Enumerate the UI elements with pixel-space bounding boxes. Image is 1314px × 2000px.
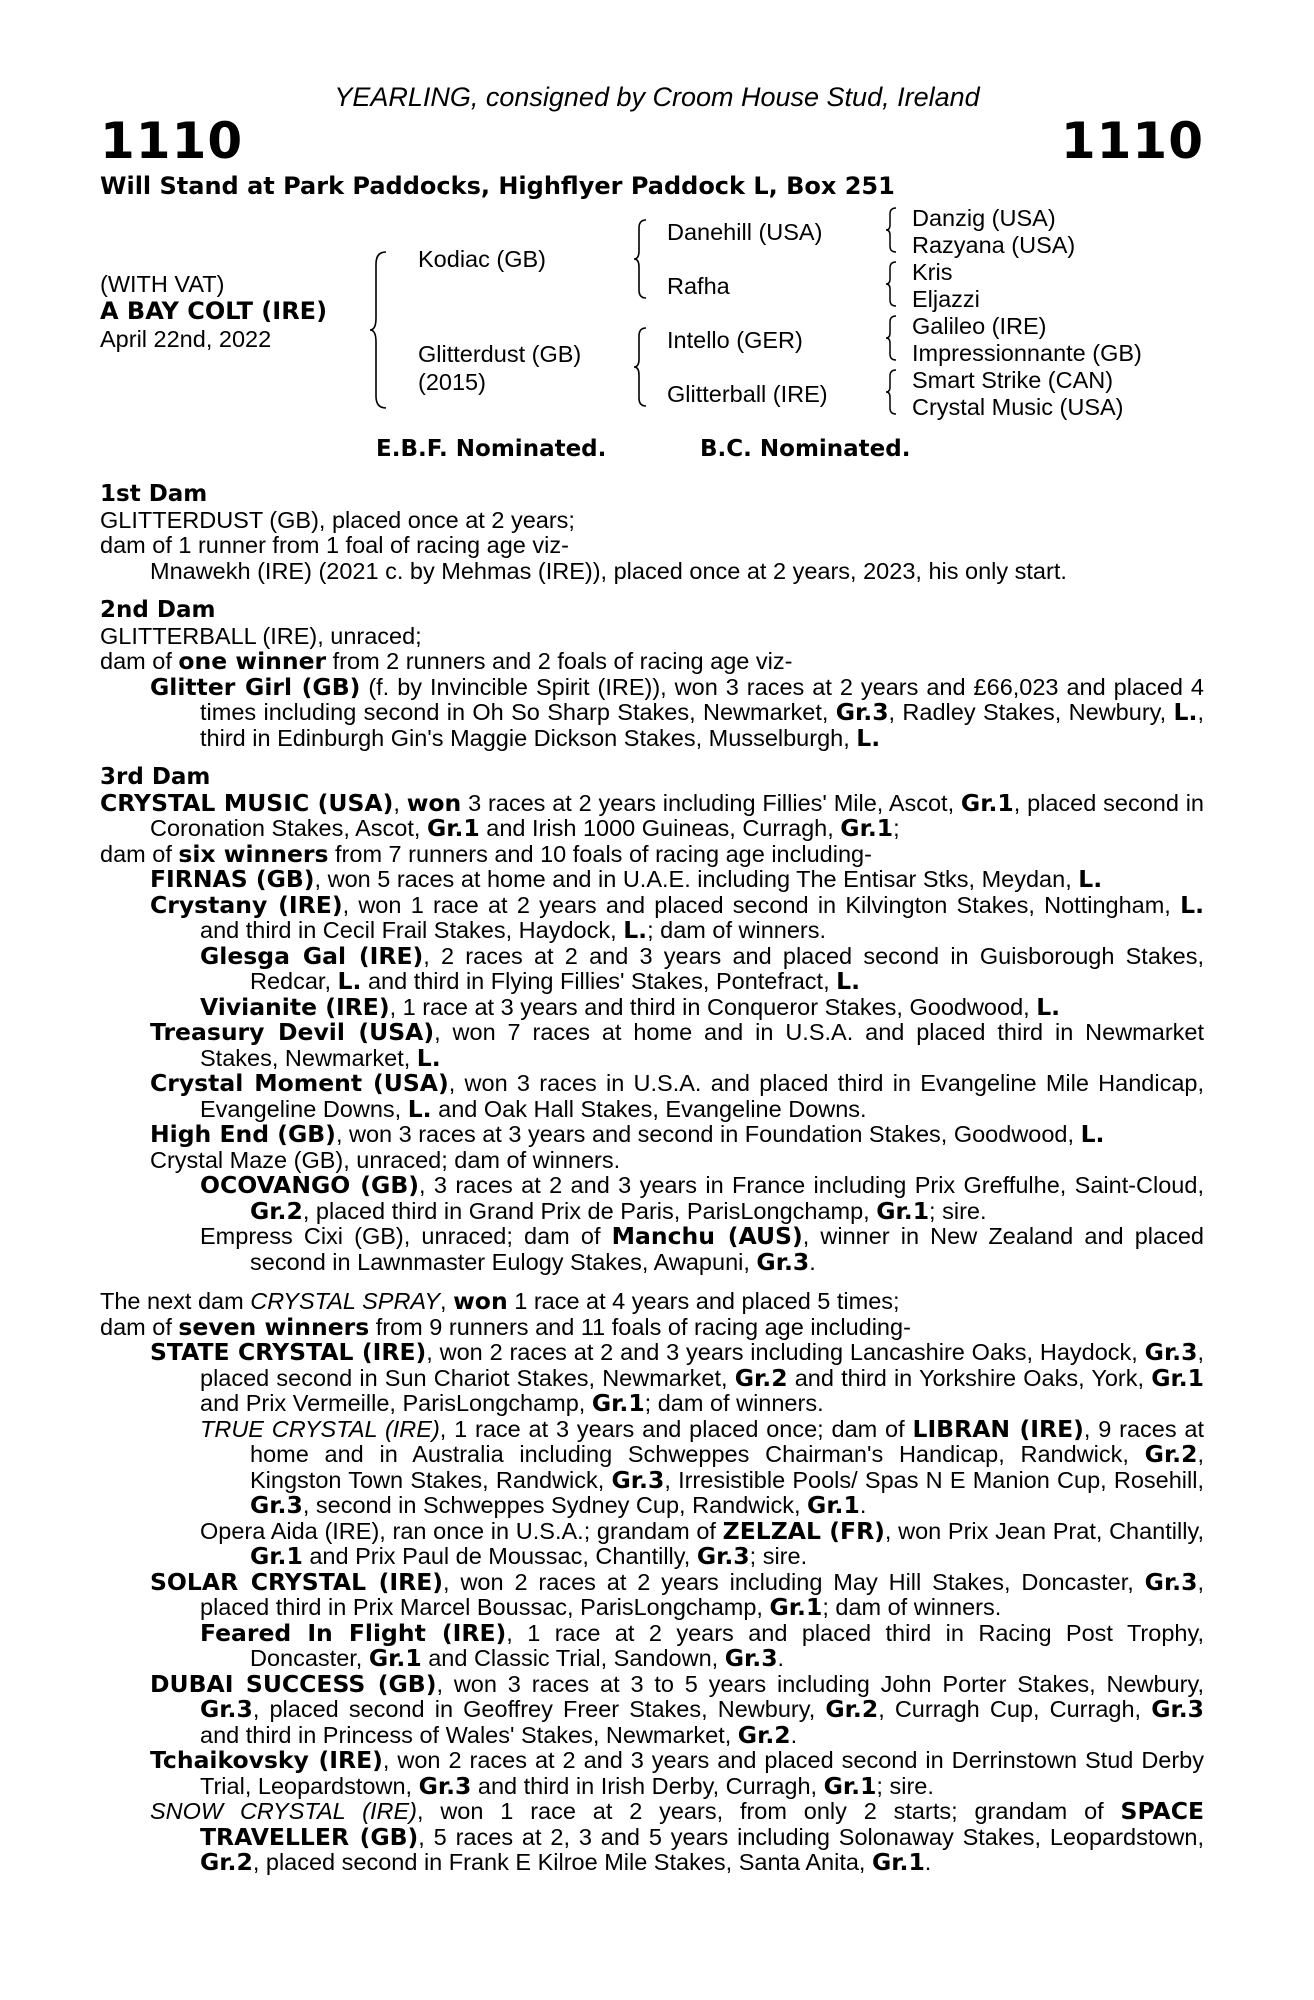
third-dam-heading: 3rd Dam (100, 764, 211, 790)
entry-glesga-gal: Glesga Gal (IRE), 2 races at 2 and 3 years and placed second in Guisborough Stakes, Redcar, L. and third in Flying Fillies' Stakes, Pontefract, L. (200, 941, 1204, 995)
vat-note: (WITH VAT) (100, 271, 225, 297)
sire-sire: Danehill (USA) (667, 219, 823, 245)
consignment-line: YEARLING, consigned by Croom House Stud, Ireland (334, 82, 980, 112)
bracket-g3 (884, 314, 898, 362)
third-dam-line: CRYSTAL MUSIC (USA), won 3 races at 2 years including Fillies' Mile, Ascot, Gr.1, placed second in Coronation Stakes, Ascot, Gr.1 and Irish 1000 Guineas, Curragh, Gr.1; (100, 788, 1204, 842)
foaling-date: April 22nd, 2022 (100, 326, 272, 352)
bracket-g2 (884, 260, 898, 308)
lot-number-left: 1110 (100, 112, 244, 170)
entry-treasury-devil: Treasury Devil (USA), won 7 races at home and in U.S.A. and placed third in Newmarket Stakes, Newmarket, L. (150, 1018, 1204, 1072)
sire-dam: Rafha (667, 273, 730, 299)
next-dam-produce: dam of seven winners from 9 runners and 11 foals of racing age including- (100, 1312, 911, 1341)
dam-dam: Glitterball (IRE) (667, 381, 828, 407)
first-dam-heading: 1st Dam (100, 481, 208, 507)
second-dam-line: GLITTERBALL (IRE), unraced; (100, 622, 422, 649)
entry-feared-in-flight: Feared In Flight (IRE), 1 race at 2 years and placed third in Racing Post Trophy, Doncaster, Gr.1 and Classic Trial, Sandown, Gr.3. (200, 1618, 1205, 1672)
catalogue-body (100, 482, 1204, 1876)
entry-ocovango: OCOVANGO (GB), 3 races at 2 and 3 years in France including Prix Greffulhe, Saint-Cloud, Gr.2, placed third in Grand Prix de Paris, ParisLongchamp, Gr.1; sire. (200, 1171, 1204, 1225)
entry-opera-aida: Opera Aida (IRE), ran once in U.S.A.; grandam of ZELZAL (FR), won Prix Jean Prat, Chantilly, Gr.1 and Prix Paul de Moussac, Chantilly, Gr.3; sire. (200, 1516, 1204, 1570)
gg-5: Galileo (IRE) (912, 313, 1047, 339)
gg-7: Smart Strike (CAN) (912, 367, 1114, 393)
second-dam-produce: dam of one winner from 2 runners and 2 foals of racing age viz- (100, 647, 793, 675)
gg-6: Impressionnante (GB) (912, 340, 1142, 366)
dam-name: Glitterdust (GB) (418, 341, 582, 367)
entry-state-crystal: STATE CRYSTAL (IRE), won 2 races at 2 and 3 years including Lancashire Oaks, Haydock, Gr.3, placed second in Sun Chariot Stakes, Newmarket, Gr.2 and third in Yorkshire Oaks, York, Gr.1 and Prix Vermeille, ParisLongchamp, Gr.1; dam of winners. (150, 1338, 1204, 1417)
lot-number-right: 1110 (1060, 112, 1204, 170)
entry-vivianite: Vivianite (IRE), 1 race at 3 years and third in Conqueror Stakes, Goodwood, L. (200, 992, 1061, 1021)
bracket-dam (632, 326, 648, 408)
entry-crystal-maze: Crystal Maze (GB), unraced; dam of winners. (150, 1146, 621, 1173)
sire-name: Kodiac (GB) (418, 246, 546, 272)
gg-4: Eljazzi (912, 286, 980, 312)
first-dam-line: GLITTERDUST (GB), placed once at 2 years; (100, 506, 575, 533)
entry-tchaikovsky: Tchaikovsky (IRE), won 2 races at 2 and 3 years and placed second in Derrinstown Stud Derby Trial, Leopardstown, Gr.3 and third in Irish Derby, Curragh, Gr.1; sire. (150, 1746, 1205, 1800)
entry-high-end: High End (GB), won 3 races at 3 years and second in Foundation Stakes, Goodwood, L. (150, 1120, 1105, 1148)
gg-8: Crystal Music (USA) (912, 394, 1124, 420)
dam-year: (2015) (418, 369, 486, 395)
bc-nomination: B.C. Nominated. (700, 436, 911, 462)
bracket-g4 (884, 368, 898, 416)
second-dam-foal: Glitter Girl (GB) (f. by Invincible Spirit (IRE)), won 3 races at 2 years and £66,023 and placed 4 times including second in Oh So Sharp Stakes, Newmarket, Gr.3, Radley Stakes, Newbury, L., third in Edinburgh Gin's Maggie Dickson Stakes, Musselburgh, L. (150, 672, 1204, 752)
entry-snow-crystal: SNOW CRYSTAL (IRE), won 1 race at 2 years, from only 2 starts; grandam of SPACE TRAVELLER (GB), 5 races at 2, 3 and 5 years including Solonaway Stakes, Leopardstown, Gr.2, placed second in Frank E Kilroe Mile Stakes, Santa Anita, Gr.1. (150, 1797, 1204, 1876)
bracket-sire (632, 218, 648, 300)
gg-1: Danzig (USA) (912, 205, 1056, 231)
bracket-g1 (884, 206, 898, 254)
second-dam-heading: 2nd Dam (100, 597, 216, 623)
entry-empress-cixi: Empress Cixi (GB), unraced; dam of Manchu (AUS), winner in New Zealand and placed second in Lawnmaster Eulogy Stakes, Awapuni, Gr.3. (200, 1222, 1204, 1276)
gg-3: Kris (912, 259, 953, 285)
entry-solar-crystal: SOLAR CRYSTAL (IRE), won 2 races at 2 years including May Hill Stakes, Doncaster, Gr.3, placed third in Prix Marcel Boussac, ParisLongchamp, Gr.1; dam of winners. (150, 1567, 1204, 1621)
entry-crystany: Crystany (IRE), won 1 race at 2 years and placed second in Kilvington Stakes, Nottingham, L. and third in Cecil Frail Stakes, Haydock, L.; dam of winners. (150, 890, 1204, 944)
first-dam-produce: dam of 1 runner from 1 foal of racing age viz- (100, 532, 569, 558)
next-dam-line: The next dam CRYSTAL SPRAY, won 1 race at 4 years and placed 5 times; (100, 1287, 900, 1315)
third-dam-produce: dam of six winners from 7 runners and 10 foals of racing age including- (100, 839, 872, 868)
dam-sire: Intello (GER) (667, 327, 803, 353)
bracket-main (368, 250, 388, 410)
ebf-nomination: E.B.F. Nominated. (376, 436, 607, 462)
stand-location: Will Stand at Park Paddocks, Highflyer Paddock L, Box 251 (100, 172, 895, 200)
horse-name: A BAY COLT (IRE) (100, 297, 328, 325)
entry-firnas: FIRNAS (GB), won 5 races at home and in U.A.E. including The Entisar Stks, Meydan, L. (150, 865, 1103, 893)
first-dam-foal: Mnawekh (IRE) (2021 c. by Mehmas (IRE)), placed once at 2 years, 2023, his only start. (150, 557, 1067, 584)
entry-dubai-success: DUBAI SUCCESS (GB), won 3 races at 3 to 5 years including John Porter Stakes, Newbury, Gr.3, placed second in Geoffrey Freer Stakes, Newbury, Gr.2, Curragh Cup, Curragh, Gr.3 and third in Princess of Wales' Stakes, Newmarket, Gr.2. (150, 1669, 1204, 1749)
entry-true-crystal: TRUE CRYSTAL (IRE), 1 race at 3 years and placed once; dam of LIBRAN (IRE), 9 races at home and in Australia including Schweppes Chairman's Handicap, Randwick, Gr.2, Kingston Town Stakes, Randwick, Gr.3, Irresistible Pools/ Spas N E Manion Cup, Rosehill, Gr.3, second in Schweppes Sydney Cup, Randwick, Gr.1. (200, 1414, 1205, 1519)
entry-crystal-moment: Crystal Moment (USA), won 3 races in U.S.A. and placed third in Evangeline Mile Handicap, Evangeline Downs, L. and Oak Hall Stakes, Evangeline Downs. (150, 1069, 1204, 1123)
gg-2: Razyana (USA) (912, 232, 1076, 258)
